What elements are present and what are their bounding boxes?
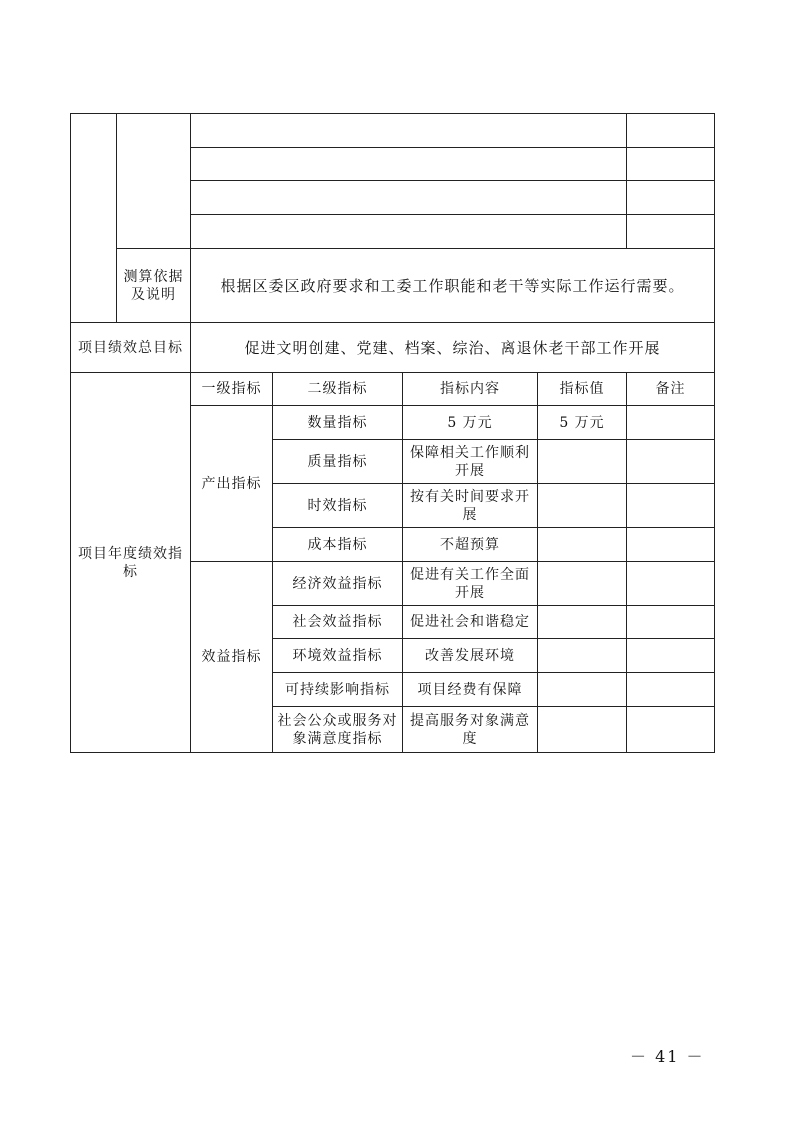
- page-number: － 41 －: [630, 1047, 705, 1066]
- level2-cell: 经济效益指标: [273, 562, 403, 606]
- budget-outer-cell: [71, 114, 117, 323]
- content-cell: 促进社会和谐稳定: [403, 606, 538, 639]
- budget-row: [71, 114, 715, 148]
- budget-amount-cell: [627, 215, 715, 249]
- value-cell: [538, 707, 627, 753]
- header-note: 备注: [627, 373, 715, 406]
- goal-text: 促进文明创建、党建、档案、综治、离退休老干部工作开展: [191, 323, 715, 373]
- value-cell: 5 万元: [538, 406, 627, 440]
- value-cell: [538, 440, 627, 484]
- budget-detail-cell: [191, 148, 627, 181]
- note-cell: [627, 707, 715, 753]
- header-level2: 二级指标: [273, 373, 403, 406]
- note-cell: [627, 484, 715, 528]
- note-cell: [627, 440, 715, 484]
- content-cell: 5 万元: [403, 406, 538, 440]
- level2-cell: 质量指标: [273, 440, 403, 484]
- level2-cell: 环境效益指标: [273, 639, 403, 673]
- budget-item-cell: [117, 114, 191, 249]
- level2-cell: 时效指标: [273, 484, 403, 528]
- content-cell: 改善发展环境: [403, 639, 538, 673]
- budget-amount-cell: [627, 148, 715, 181]
- level2-cell: 社会效益指标: [273, 606, 403, 639]
- note-cell: [627, 562, 715, 606]
- header-value: 指标值: [538, 373, 627, 406]
- goal-label: 项目绩效总目标: [71, 323, 191, 373]
- header-content: 指标内容: [403, 373, 538, 406]
- content-cell: 不超预算: [403, 528, 538, 562]
- indicator-label: 项目年度绩效指标: [71, 373, 191, 753]
- budget-detail-cell: [191, 215, 627, 249]
- content-cell: 保障相关工作顺利开展: [403, 440, 538, 484]
- value-cell: [538, 528, 627, 562]
- note-cell: [627, 639, 715, 673]
- value-cell: [538, 484, 627, 528]
- value-cell: [538, 673, 627, 707]
- content-cell: 促进有关工作全面开展: [403, 562, 538, 606]
- goal-row: [71, 323, 715, 373]
- group-name-output: 产出指标: [191, 406, 273, 562]
- budget-basis-row: [71, 249, 715, 323]
- level2-cell: 可持续影响指标: [273, 673, 403, 707]
- value-cell: [538, 562, 627, 606]
- value-cell: [538, 639, 627, 673]
- content-cell: 按有关时间要求开展: [403, 484, 538, 528]
- group-name-benefit: 效益指标: [191, 562, 273, 753]
- level2-cell: 成本指标: [273, 528, 403, 562]
- budget-amount-cell: [627, 181, 715, 215]
- level2-cell: 社会公众或服务对象满意度指标: [273, 707, 403, 753]
- header-level1: 一级指标: [191, 373, 273, 406]
- note-cell: [627, 528, 715, 562]
- content-cell: 提高服务对象满意度: [403, 707, 538, 753]
- note-cell: [627, 673, 715, 707]
- budget-basis-label: 测算依据及说明: [117, 249, 191, 323]
- budget-basis-text: 根据区委区政府要求和工委工作职能和老干等实际工作运行需要。: [191, 249, 715, 323]
- content-cell: 项目经费有保障: [403, 673, 538, 707]
- indicator-header-row: [71, 373, 715, 406]
- level2-cell: 数量指标: [273, 406, 403, 440]
- performance-table: [70, 113, 715, 753]
- budget-detail-cell: [191, 114, 627, 148]
- budget-amount-cell: [627, 114, 715, 148]
- note-cell: [627, 406, 715, 440]
- value-cell: [538, 606, 627, 639]
- budget-detail-cell: [191, 181, 627, 215]
- note-cell: [627, 606, 715, 639]
